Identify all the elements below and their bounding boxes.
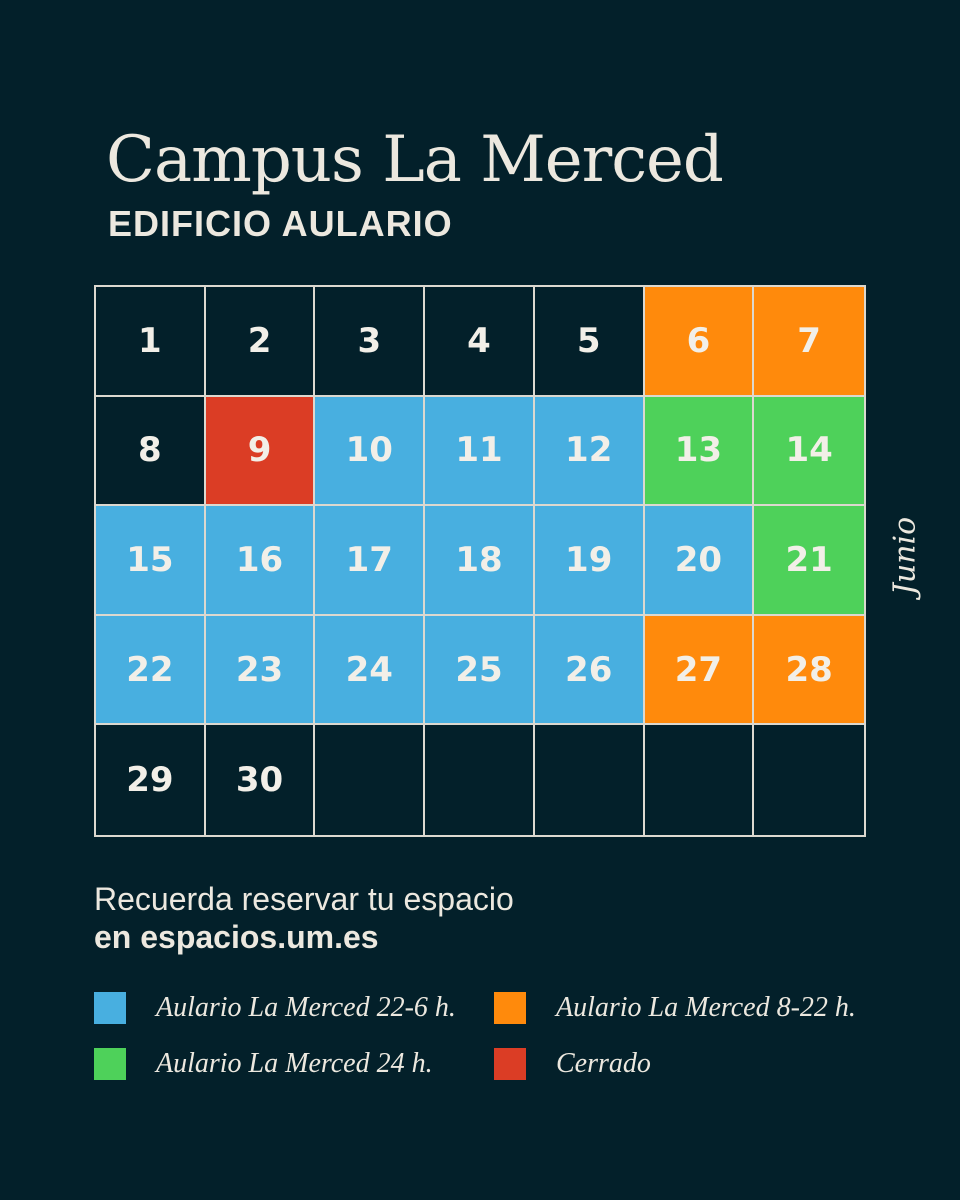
reminder-link[interactable]: en espacios.um.es: [94, 919, 379, 955]
calendar-day-15: 15: [96, 506, 206, 616]
calendar-day-4: 4: [425, 287, 535, 397]
legend-item-green: [94, 1048, 433, 1080]
legend-swatch: [94, 1048, 126, 1080]
calendar-empty-cell: [315, 725, 425, 835]
calendar-day-18: 18: [425, 506, 535, 616]
calendar-day-13: 13: [645, 397, 755, 507]
calendar-day-1: 1: [96, 287, 206, 397]
calendar-empty-cell: [535, 725, 645, 835]
calendar-day-21: 21: [754, 506, 864, 616]
legend-item-blue: [94, 992, 456, 1024]
calendar-day-30: 30: [206, 725, 316, 835]
reservation-reminder: [94, 880, 514, 956]
calendar-day-6: 6: [645, 287, 755, 397]
calendar-day-3: 3: [315, 287, 425, 397]
calendar-grid: [94, 285, 866, 837]
calendar-empty-cell: [645, 725, 755, 835]
calendar-day-27: 27: [645, 616, 755, 726]
calendar-day-12: 12: [535, 397, 645, 507]
legend-label: Aulario La Merced 22-6 h.: [156, 992, 456, 1023]
calendar-day-24: 24: [315, 616, 425, 726]
calendar-day-19: 19: [535, 506, 645, 616]
legend-swatch: [494, 1048, 526, 1080]
calendar-day-11: 11: [425, 397, 535, 507]
legend: [94, 992, 894, 1092]
calendar-day-8: 8: [96, 397, 206, 507]
calendar-day-10: 10: [315, 397, 425, 507]
calendar-day-17: 17: [315, 506, 425, 616]
calendar-day-16: 16: [206, 506, 316, 616]
calendar-day-28: 28: [754, 616, 864, 726]
page-title: Campus La Merced: [106, 123, 723, 197]
calendar-day-9: 9: [206, 397, 316, 507]
legend-swatch: [494, 992, 526, 1024]
calendar-day-14: 14: [754, 397, 864, 507]
legend-label: Aulario La Merced 24 h.: [156, 1048, 433, 1079]
calendar-empty-cell: [754, 725, 864, 835]
month-label: Junio: [887, 516, 923, 596]
legend-label: Cerrado: [556, 1048, 651, 1079]
legend-item-red: [494, 1048, 651, 1080]
legend-item-orange: [494, 992, 856, 1024]
calendar-day-5: 5: [535, 287, 645, 397]
calendar-day-29: 29: [96, 725, 206, 835]
legend-label: Aulario La Merced 8-22 h.: [556, 992, 856, 1023]
calendar-empty-cell: [425, 725, 535, 835]
page-subtitle: EDIFICIO AULARIO: [108, 203, 453, 244]
calendar-day-26: 26: [535, 616, 645, 726]
reminder-text: Recuerda reservar tu espacio: [94, 881, 514, 917]
calendar-day-20: 20: [645, 506, 755, 616]
calendar-day-22: 22: [96, 616, 206, 726]
legend-swatch: [94, 992, 126, 1024]
calendar-day-7: 7: [754, 287, 864, 397]
calendar-day-2: 2: [206, 287, 316, 397]
calendar-day-25: 25: [425, 616, 535, 726]
calendar-day-23: 23: [206, 616, 316, 726]
